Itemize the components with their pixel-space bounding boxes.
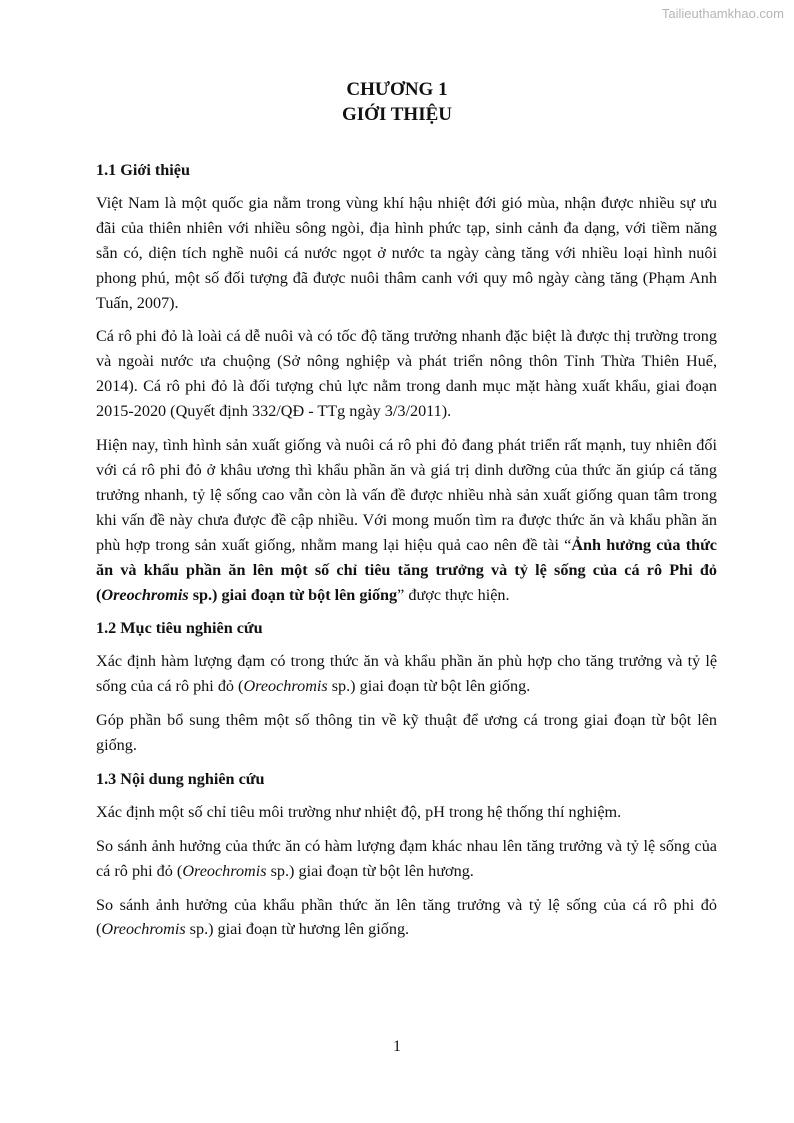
text: So sánh ảnh hưởng của thức ăn có hàm lượng đạm khác nhau lên tăng trưởng và tỷ lệ sống của cá rô phi đỏ ( (96, 836, 717, 880)
species-name: Oreochromis (101, 585, 189, 604)
section-heading: 1.2 Mục tiêu nghiên cứu (96, 619, 263, 638)
paragraph (96, 834, 717, 884)
paragraph (96, 893, 717, 943)
paragraph (96, 433, 717, 607)
paragraph (96, 649, 717, 699)
chapter-title: GIỚI THIỆU (342, 104, 452, 125)
text: sp.) giai đoạn từ hương lên giống. (185, 920, 410, 939)
paragraph: Xác định một số chỉ tiêu môi trường như nhiệt độ, pH trong hệ thống thí nghiệm. (96, 802, 622, 821)
document-body (96, 158, 717, 951)
section-heading: 1.1 Giới thiệu (96, 161, 190, 179)
species-name: Oreochromis (243, 677, 328, 696)
text: So sánh ảnh hưởng của khẩu phần thức ăn lên tăng trưởng và tỷ lệ sống của cá rô phi đỏ ( (96, 895, 717, 939)
text: sp.) giai đoạn từ bột lên giống. (327, 677, 531, 696)
chapter-heading (0, 77, 794, 127)
paragraph: Góp phần bổ sung thêm một số thông tin về kỹ thuật để ương cá trong giai đoạn từ bột lên giống. (96, 711, 717, 755)
species-name: Oreochromis (182, 861, 267, 880)
paragraph: Cá rô phi đỏ là loài cá dễ nuôi và có tốc độ tăng trưởng nhanh đặc biệt là được thị trường trong và ngoài nước ưa chuộng (Sở nông nghiệp và phát triển nông thôn Tỉnh Thừa Thiên Huế, 2014). Cá rô phi đỏ là đối tượng chủ lực nằm trong danh mục mặt hàng xuất khẩu, giai đoạn 2015-2020 (Quyết định 332/QĐ - TTg ngày 3/3/2011). (96, 327, 717, 421)
text: Ảnh hưởng của thức ăn và khẩu phần ăn lên một số chỉ tiêu tăng trưởng và tỷ lệ sống của cá rô Phi đỏ ( (96, 535, 717, 604)
species-name: Oreochromis (101, 920, 186, 939)
section-heading: 1.3 Nội dung nghiên cứu (96, 769, 265, 788)
watermark: Tailieuthamkhao.com (661, 6, 784, 21)
text: Xác định hàm lượng đạm có trong thức ăn và khẩu phần ăn phù hợp cho tăng trưởng và tỷ lệ sống của cá rô phi đỏ ( (96, 652, 717, 696)
text: sp.) giai đoạn từ bột lên hương. (266, 861, 474, 880)
text: Hiện nay, tình hình sản xuất giống và nuôi cá rô phi đỏ đang phát triển rất mạnh, tuy nhiên đối với cá rô phi đỏ ở khâu ương thì khẩu phần ăn và giá trị dinh dưỡng của thức ăn giúp cá tăng trưởng nhanh, tỷ lệ sống cao vẫn còn là vấn đề được nhiều nhà sản xuất giống quan tâm trong khi vấn đề này chưa được đề cập nhiều. Với mong muốn tìm ra được thức ăn và khẩu phần ăn phù hợp trong sản xuất giống, nhằm mang lại hiệu quả cao nên đề tài “ (96, 436, 717, 554)
page-number: 1 (393, 1038, 401, 1055)
text: ” được thực hiện. (397, 585, 510, 604)
text: sp.) giai đoạn từ bột lên giống (188, 585, 398, 604)
chapter-number: CHƯƠNG 1 (346, 79, 448, 100)
paragraph: Việt Nam là một quốc gia nằm trong vùng khí hậu nhiệt đới gió mùa, nhận được nhiều sự ưu đãi của thiên nhiên với nhiều sông ngòi, địa hình phức tạp, sinh cảnh đa dạng, với tiềm năng sẵn có, diện tích nghề nuôi cá nước ngọt ở nước ta ngày càng tăng với nhiều loại hình nuôi phong phú, một số đối tượng đã được nuôi thâm canh với quy mô ngày càng tăng (Phạm Anh Tuấn, 2007). (96, 193, 717, 312)
